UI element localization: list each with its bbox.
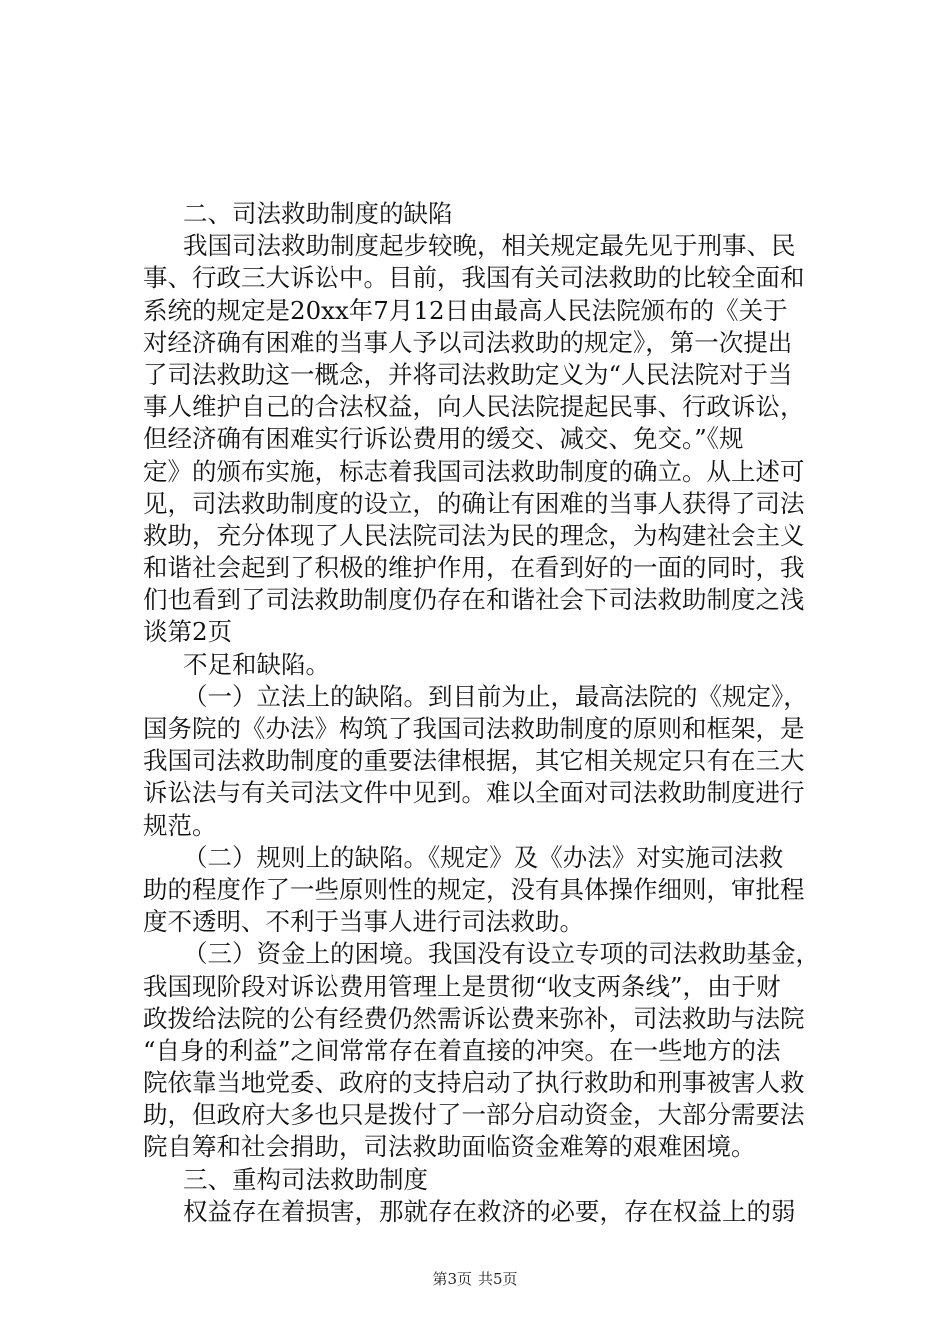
page-footer	[0, 1269, 950, 1289]
text-line: 我国司法救助制度的重要法律根据，其它相关规定只有在三大	[143, 746, 805, 776]
text-line: “自身的利益”之间常常存在着直接的冲突。在一些地方的法	[143, 1035, 781, 1065]
text-line: 救助，充分体现了人民法院司法为民的理念，为构建社会主义	[143, 520, 805, 550]
text-line: 权益存在着损害，那就存在救济的必要，存在权益上的弱	[183, 1196, 796, 1226]
text-line: 了司法救助这一概念，并将司法救助定义为“人民法院对于当	[143, 359, 793, 389]
text-line: 院自筹和社会捐助，司法救助面临资金难筹的艰难困境。	[143, 1132, 756, 1162]
text-line: 事人维护自己的合法权益，向人民法院提起民事、行政诉讼，	[143, 392, 805, 422]
text-line: 三、重构司法救助制度	[183, 1164, 428, 1194]
text-line: （一）立法上的缺陷。到目前为止，最高法院的《规定》，	[183, 681, 808, 711]
text-line: 对经济确有困难的当事人予以司法救助的规定》，第一次提出	[143, 327, 793, 357]
text-line: 助的程度作了一些原则性的规定，没有具体操作细则，审批程	[143, 874, 805, 904]
document-body	[143, 198, 831, 1228]
text-line: 国务院的《办法》构筑了我国司法救助制度的原则和框架，是	[143, 714, 805, 743]
page-number: 第3页	[432, 1270, 472, 1288]
text-line: （三）资金上的困境。我国没有设立专项的司法救助基金，	[183, 939, 820, 969]
text-line: 们也看到了司法救助制度仍存在和谐社会下司法救助制度之浅	[143, 585, 805, 615]
text-line: 规范。	[143, 810, 217, 840]
text-line: 和谐社会起到了积极的维护作用，在看到好的一面的同时，我	[143, 553, 805, 583]
text-line: 二、司法救助制度的缺陷	[183, 199, 453, 228]
text-line: 诉讼法与有关司法文件中见到。难以全面对司法救助制度进行	[143, 778, 805, 808]
text-line: 但经济确有困难实行诉讼费用的缓交、减交、免交。”《规	[143, 424, 744, 454]
text-line: 定》的颁布实施，标志着我国司法救助制度的确立。从上述可	[143, 456, 805, 486]
text-line: 谈第2页	[143, 617, 233, 647]
text-line: 度不透明、不利于当事人进行司法救助。	[143, 907, 584, 937]
text-line: 见，司法救助制度的设立，的确让有困难的当事人获得了司法	[143, 488, 805, 518]
text-line: 院依靠当地党委、政府的支持启动了执行救助和刑事被害人救	[143, 1068, 805, 1098]
page-total: 共5页	[478, 1270, 518, 1288]
text-line: 政拨给法院的公有经费仍然需诉讼费来弥补，司法救助与法院	[143, 1003, 805, 1033]
text-line: 系统的规定是20xx年7月12日由最高人民法院颁布的《关于	[143, 295, 788, 325]
text-line: 我国现阶段对诉讼费用管理上是贯彻“收支两条线”，由于财	[143, 971, 781, 1001]
text-line: 事、行政三大诉讼中。目前，我国有关司法救助的比较全面和	[143, 263, 805, 293]
text-line: （二）规则上的缺陷。《规定》及《办法》对实施司法救	[183, 842, 784, 872]
text-line: 不足和缺陷。	[183, 649, 330, 679]
text-line: 助，但政府大多也只是拨付了一部分启动资金，大部分需要法	[143, 1100, 805, 1130]
text-line: 我国司法救助制度起步较晚，相关规定最先见于刑事、民	[183, 231, 796, 261]
